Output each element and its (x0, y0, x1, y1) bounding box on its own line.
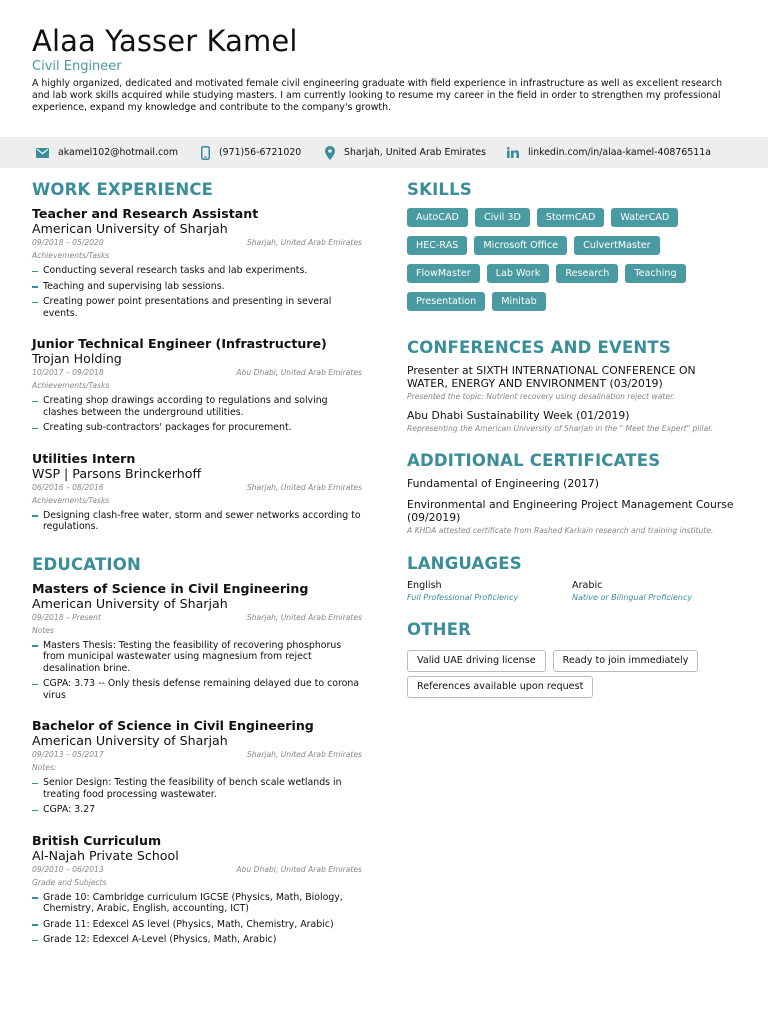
job-subheading: Achievements/Tasks (32, 495, 110, 505)
job-title: Utilities Intern (32, 450, 136, 466)
job-entry (32, 206, 362, 319)
skill-tag: Minitab (492, 292, 545, 311)
skill-tag: AutoCAD (407, 208, 468, 227)
other-heading: OTHER (407, 620, 472, 639)
list-item: Conducting several research tasks and lab experiments. (32, 265, 362, 277)
job-location: Sharjah, United Arab Emirates (246, 482, 362, 492)
certificate-entry (407, 498, 737, 536)
certificates-heading: ADDITIONAL CERTIFICATES (407, 451, 661, 470)
education-dates: 09/2010 – 06/2013 (32, 864, 104, 874)
certificate-title: Environmental and Engineering Project Management Course (09/2019) (407, 498, 734, 524)
other-tag: References available upon request (407, 676, 593, 698)
job-role: Civil Engineer (32, 59, 122, 74)
job-dates: 10/2017 – 09/2018 (32, 368, 104, 377)
resume-header (0, 0, 768, 114)
certificate-entry (407, 477, 737, 490)
skill-tag: WaterCAD (611, 208, 678, 227)
linkedin-icon (507, 147, 519, 158)
skill-tag: FlowMaster (407, 264, 480, 283)
list-item: Grade 12: Edexcel A-Level (Physics, Math, Arabic) (32, 934, 362, 946)
job-organization: Trojan Holding (32, 351, 122, 366)
job-title: Junior Technical Engineer (Infrastructure) (32, 336, 327, 351)
languages-list (407, 580, 737, 603)
conference-entry (407, 364, 737, 402)
education-dates: 09/2018 – Present (32, 612, 101, 622)
skills-heading: SKILLS (407, 180, 472, 199)
conference-title: Abu Dhabi Sustainability Week (01/2019) (407, 409, 630, 422)
other-tag: Ready to join immediately (553, 650, 699, 672)
job-dates: 06/2016 – 08/2016 (32, 482, 104, 492)
language-entry (572, 580, 737, 603)
job-location: Sharjah, United Arab Emirates (246, 238, 362, 247)
skills-tags (407, 208, 737, 320)
education-meta (32, 750, 362, 760)
education-heading: EDUCATION (32, 554, 141, 574)
list-item: Creating power point presentations and presenting in several events. (32, 296, 362, 319)
skill-tag: Microsoft Office (474, 236, 567, 255)
education-subheading: Notes: (32, 763, 57, 772)
other-tags (407, 650, 737, 702)
school-name: American University of Sharjah (32, 595, 228, 611)
education-notes-list (32, 640, 362, 702)
linkedin-text: linkedin.com/in/alaa-kamel-40876511a (528, 147, 711, 158)
education-subheading: Grade and Subjects (32, 877, 107, 887)
education-dates: 09/2013 – 05/2017 (32, 750, 104, 759)
education-meta (32, 865, 362, 875)
job-tasks-list (32, 265, 362, 319)
job-subheading: Achievements/Tasks (32, 251, 110, 260)
skill-tag: Civil 3D (475, 208, 530, 227)
language-entry (407, 580, 572, 603)
list-item: Senior Design: Testing the feasibility of bench scale wetlands in treating food processing wastewater. (32, 777, 362, 800)
other-tag: Valid UAE driving license (407, 650, 546, 672)
job-tasks-list (32, 510, 362, 533)
location-pin-icon (325, 146, 335, 160)
education-notes-list (32, 892, 362, 946)
job-organization: WSP | Parsons Brinckerhoff (32, 465, 202, 481)
skill-tag: Lab Work (487, 264, 550, 283)
job-meta (32, 238, 362, 248)
certificate-note: A KHDA attested certificate from Rashed Karkain research and training institute. (407, 526, 714, 535)
location-text: Sharjah, United Arab Emirates (344, 147, 487, 158)
list-item: Creating sub-contractors' packages for procurement. (32, 422, 362, 434)
education-notes-list (32, 777, 362, 816)
job-location: Abu Dhabi, United Arab Emirates (236, 368, 362, 377)
conference-entry (407, 409, 737, 434)
list-item: Masters Thesis: Testing the feasibility of recovering phosphorus from municipal wastewater using magnesium from reject desalination brine. (32, 640, 362, 675)
education-entry (32, 833, 362, 946)
education-location: Sharjah, United Arab Emirates (246, 750, 362, 759)
job-entry (32, 336, 362, 434)
list-item: CGPA: 3.27 (32, 804, 362, 816)
job-tasks-list (32, 395, 362, 434)
conference-title: Presenter at SIXTH INTERNATIONAL CONFERENCE ON WATER, ENERGY AND ENVIRONMENT (03/2019) (407, 364, 696, 390)
school-name: Al-Najah Private School (32, 847, 179, 863)
contact-phone[interactable] (201, 137, 301, 168)
skill-tag: StormCAD (537, 208, 605, 227)
education-location: Sharjah, United Arab Emirates (246, 612, 362, 622)
language-name: English (407, 580, 442, 591)
left-column (32, 180, 362, 946)
skill-tag: CulvertMaster (574, 236, 660, 255)
education-location: Abu Dhabi, United Arab Emirates (236, 864, 362, 874)
contact-bar (0, 137, 768, 168)
envelope-icon (36, 148, 49, 158)
phone-icon (201, 146, 210, 160)
job-organization: American University of Sharjah (32, 221, 228, 236)
languages-heading: LANGUAGES (407, 554, 522, 573)
education-meta (32, 613, 362, 623)
list-item: Grade 10: Cambridge curriculum IGCSE (Physics, Math, Biology, Chemistry, Arabic, English, accounting, ICT) (32, 892, 362, 915)
school-name: American University of Sharjah (32, 733, 228, 748)
skill-tag: Research (556, 264, 618, 283)
education-subheading: Notes (32, 625, 54, 635)
degree-title: Masters of Science in Civil Engineering (32, 580, 309, 596)
job-meta (32, 483, 362, 493)
skill-tag: Teaching (625, 264, 685, 283)
list-item: Designing clash-free water, storm and sewer networks according to regulations. (32, 510, 362, 533)
contact-email[interactable] (36, 137, 178, 168)
right-column (407, 180, 737, 702)
education-entry (32, 581, 362, 702)
work-experience-heading: WORK EXPERIENCE (32, 180, 214, 199)
person-name: Alaa Yasser Kamel (32, 24, 298, 58)
job-title: Teacher and Research Assistant (32, 206, 259, 221)
education-entry (32, 718, 362, 816)
degree-title: Bachelor of Science in Civil Engineering (32, 718, 314, 733)
list-item: Creating shop drawings according to regulations and solving clashes between the underground utilities. (32, 395, 362, 418)
degree-title: British Curriculum (32, 832, 162, 848)
language-level: Native or Bilingual Proficiency (572, 593, 693, 602)
conference-note: Representing the American University of Sharjah in the " Meet the Expert" pillar. (407, 424, 714, 433)
job-entry (32, 451, 362, 533)
job-dates: 09/2018 – 05/2020 (32, 238, 104, 247)
summary-text: A highly organized, dedicated and motivated female civil engineering graduate with field experience in infrastructure as well as excellent research and lab work skills acquired while studying masters. I am currently looking to resume my career in the field in order to strengthen my professional experience, expand my knowledge and contribute to the company's growth. (32, 78, 723, 113)
list-item: CGPA: 3.73 -- Only thesis defense remaining delayed due to corona virus (32, 678, 362, 701)
contact-location (325, 137, 486, 168)
list-item: Grade 11: Edexcel AS level (Physics, Math, Chemistry, Arabic) (32, 919, 362, 931)
skill-tag: HEC-RAS (407, 236, 467, 255)
contact-linkedin[interactable] (507, 137, 711, 168)
skill-tag: Presentation (407, 292, 485, 311)
job-subheading: Achievements/Tasks (32, 381, 110, 390)
email-text: akamel102@hotmail.com (58, 147, 178, 158)
conference-note: Presented the topic: Nutrient recovery using desalination reject water. (407, 392, 675, 401)
language-name: Arabic (572, 580, 603, 591)
phone-text: (971)56-6721020 (219, 147, 302, 158)
certificate-title: Fundamental of Engineering (2017) (407, 477, 600, 490)
language-level: Full Professional Proficiency (407, 593, 519, 602)
list-item: Teaching and supervising lab sessions. (32, 281, 362, 293)
conferences-heading: CONFERENCES AND EVENTS (407, 338, 671, 357)
job-meta (32, 368, 362, 378)
